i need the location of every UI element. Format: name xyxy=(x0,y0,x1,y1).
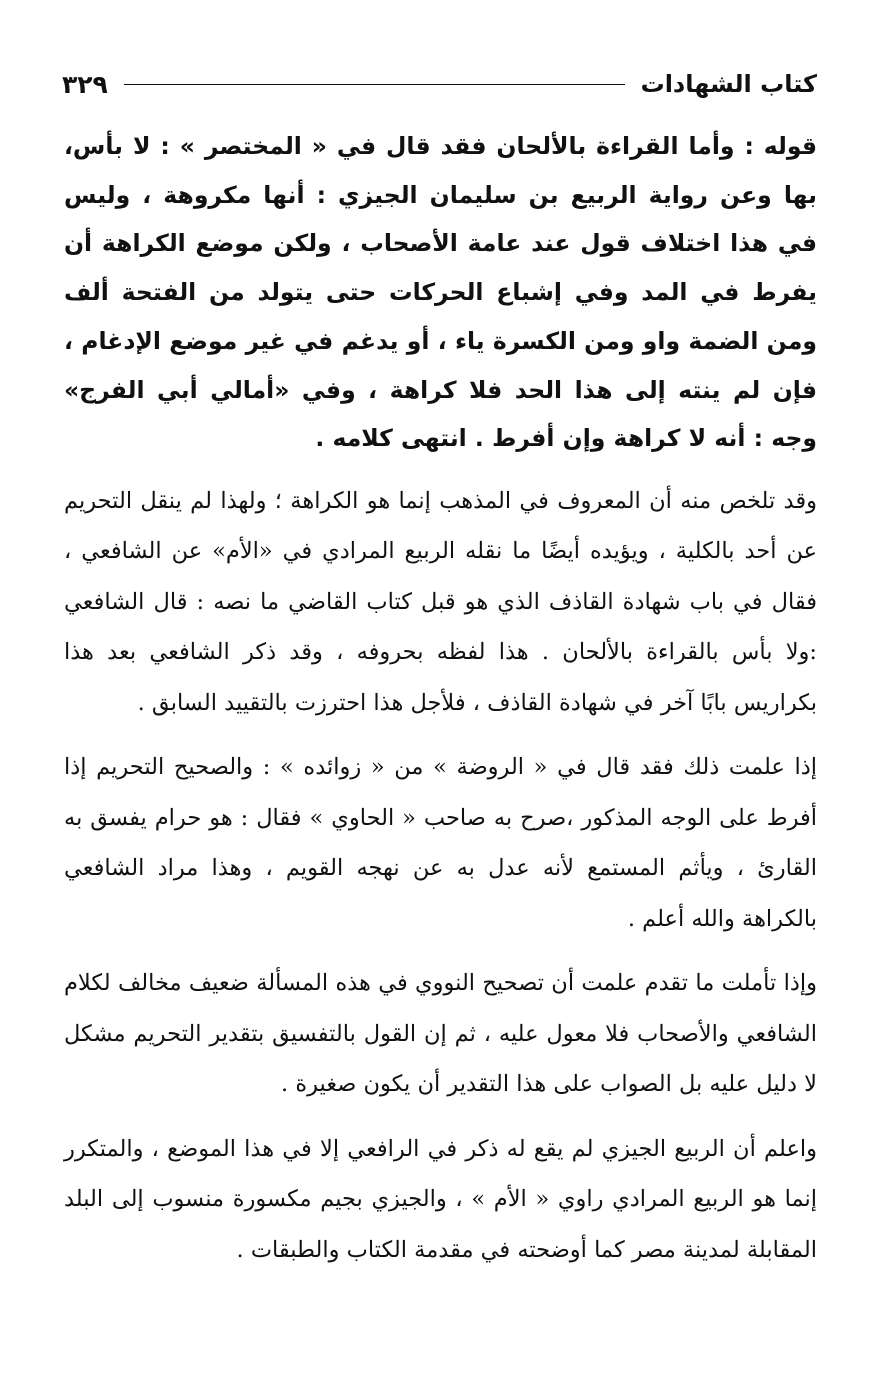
page-header xyxy=(62,66,817,102)
running-title: كتاب الشهادات xyxy=(640,70,817,98)
paragraph-commentary-1: وقد تلخص منه أن المعروف في المذهب إنما هو الكراهة ؛ ولهذا لم ينقل التحريم عن أحد بالكلية ، ويؤيده أيضًا ما نقله الربيع المرادي في «الأم» عن الشافعي ، فقال في باب شهادة القاذف الذي هو قبل كتاب القاضي ما نصه : قال الشافعي :ولا بأس بالقراءة بالألحان . هذا لفظه بحروفه ، وقد ذكر الشافعي بعد هذا بكراريس بابًا آخر في شهادة القاذف ، فلأجل هذا احترزت بالتقييد السابق . xyxy=(64,487,817,716)
page-number: ٣٢٩ xyxy=(62,69,108,99)
body-text xyxy=(64,122,817,1275)
paragraph-commentary-2: إذا علمت ذلك فقد قال في « الروضة » من « زوائده » : والصحيح التحريم إذا أفرط على الوجه المذكور ،صرح به صاحب « الحاوي » فقال : هو حرام يفسق به القارئ ، ويأثم المستمع لأنه عدل به عن نهجه القويم ، وهذا مراد الشافعي بالكراهة والله أعلم . xyxy=(64,754,817,932)
header-rule xyxy=(124,84,625,85)
paragraph-commentary-4: واعلم أن الربيع الجيزي لم يقع له ذكر في الرافعي إلا في هذا الموضع ، والمتكرر إنما هو الربيع المرادي راوي « الأم » ، والجيزي بجيم مكسورة منسوب إلى البلد المقابلة لمدينة مصر كما أوضحته في مقدمة الكتاب والطبقات . xyxy=(64,1135,817,1263)
paragraph-commentary-3: وإذا تأملت ما تقدم علمت أن تصحيح النووي في هذه المسألة ضعيف مخالف لكلام الشافعي والأصحاب فلا معول عليه ، ثم إن القول بالتفسيق بتقدير التحريم مشكل لا دليل عليه بل الصواب على هذا التقدير أن يكون صغيرة . xyxy=(64,970,817,1098)
paragraph-quoted-text: قوله : وأما القراءة بالألحان فقد قال في « المختصر » : لا بأس، بها وعن رواية الربيع بن سليمان الجيزي : أنها مكروهة ، وليس في هذا اختلاف قول عند عامة الأصحاب ، ولكن موضع الكراهة أن يفرط في المد وفي إشباع الحركات حتى يتولد من الفتحة ألف ومن الضمة واو ومن الكسرة ياء ، أو يدغم في غير موضع الإدغام ، فإن لم ينته إلى هذا الحد فلا كراهة ، وفي «أمالي أبي الفرج» وجه : أنه لا كراهة وإن أفرط . انتهى كلامه . xyxy=(64,132,817,453)
